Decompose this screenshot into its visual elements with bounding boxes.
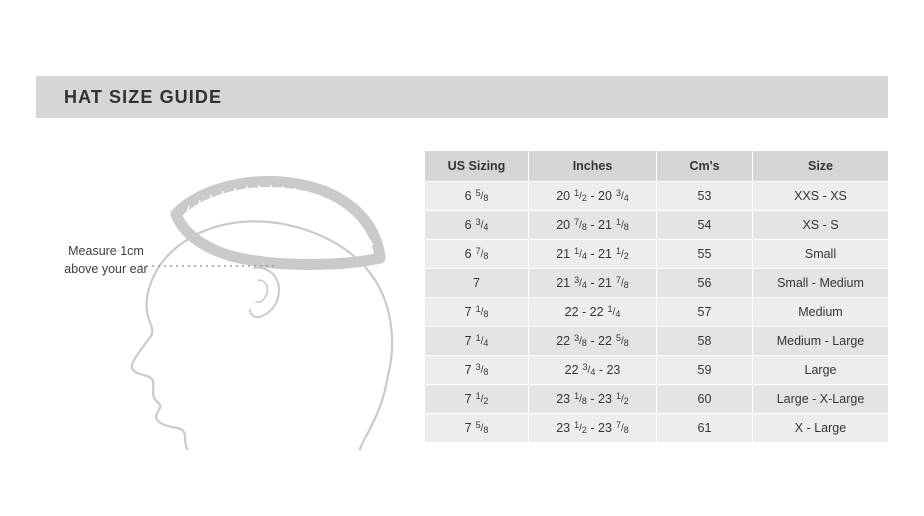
cell-inches: 20 1/2 - 20 3/4 [529,182,657,211]
column-header-size: Size [753,151,889,182]
measure-caption-line2: above your ear [64,262,148,276]
size-table [424,150,889,443]
cell-cm: 56 [657,269,753,298]
cell-size: X - Large [753,414,889,443]
page-title-band [36,76,888,118]
cell-cm: 57 [657,298,753,327]
head-measure-illustration [36,140,416,450]
table-header-row [425,151,889,182]
cell-us-sizing: 7 3/8 [425,356,529,385]
cell-inches: 21 3/4 - 21 7/8 [529,269,657,298]
cell-size: Small [753,240,889,269]
size-table-head [425,151,889,182]
cell-size: XS - S [753,211,889,240]
column-header-inches: Inches [529,151,657,182]
cell-us-sizing: 7 1/2 [425,385,529,414]
page-title: HAT SIZE GUIDE [64,86,223,107]
table-row [425,414,889,443]
cell-us-sizing: 7 1/8 [425,298,529,327]
cell-size: Large - X-Large [753,385,889,414]
cell-cm: 53 [657,182,753,211]
cell-size: Medium [753,298,889,327]
cell-inches: 20 7/8 - 21 1/8 [529,211,657,240]
table-row [425,298,889,327]
column-header-cms: Cm's [657,151,753,182]
table-row [425,327,889,356]
size-table-body [425,182,889,443]
cell-inches: 22 3/8 - 22 5/8 [529,327,657,356]
cell-us-sizing: 7 5/8 [425,414,529,443]
cell-us-sizing: 6 5/8 [425,182,529,211]
measure-caption-line1: Measure 1cm [68,244,144,258]
cell-inches: 21 1/4 - 21 1/2 [529,240,657,269]
cell-inches: 22 3/4 - 23 [529,356,657,385]
cell-us-sizing: 7 [425,269,529,298]
table-row [425,182,889,211]
cell-size: Small - Medium [753,269,889,298]
table-row [425,269,889,298]
column-header-us-sizing: US Sizing [425,151,529,182]
cell-cm: 61 [657,414,753,443]
cell-us-sizing: 6 3/4 [425,211,529,240]
cell-inches: 22 - 22 1/4 [529,298,657,327]
cell-size: Medium - Large [753,327,889,356]
cell-cm: 54 [657,211,753,240]
cell-size: XXS - XS [753,182,889,211]
cell-cm: 59 [657,356,753,385]
table-row [425,385,889,414]
size-table-wrap [424,150,888,443]
measure-caption [46,242,166,278]
cell-us-sizing: 6 7/8 [425,240,529,269]
cell-cm: 60 [657,385,753,414]
cell-size: Large [753,356,889,385]
cell-inches: 23 1/8 - 23 1/2 [529,385,657,414]
table-row [425,356,889,385]
head-profile-icon [36,140,416,450]
table-row [425,211,889,240]
cell-inches: 23 1/2 - 23 7/8 [529,414,657,443]
cell-cm: 58 [657,327,753,356]
table-row [425,240,889,269]
cell-cm: 55 [657,240,753,269]
cell-us-sizing: 7 1/4 [425,327,529,356]
